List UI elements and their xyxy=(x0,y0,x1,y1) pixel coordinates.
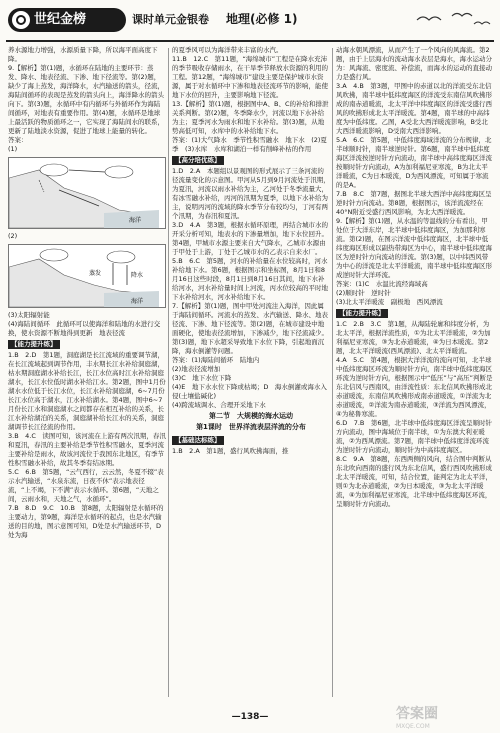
page-header xyxy=(0,0,500,44)
subject-title: 地理(必修 1) xyxy=(226,12,298,26)
answer-block: 9.【解析】第(1)题，从水温的等温线的分布看出，甲处位于大洋东岸，北半球中低纬度海区，为加那利寒流。第(2)题，在图示洋流中低纬度海区，北半球中低纬度海区形成以副热带海区为中心，南半球中低纬度海区为逆时针方向流动的洋流。第(3)题，以中纬西风带为中心的洋流是北太平洋暖流，南半球中低纬度海区形成逆时针大洋环流。 xyxy=(336,217,492,279)
answer-block: 3.A 4.B 第3题，甲图中的赤道以北的洋流受东北信风吹拂，南半球中低纬度海区的洋流受东南信风吹拂形成的南赤道暖流，北太平洋中纬度海区的洋流受盛行西风的吹拂形成北太平洋暖流。第4题，南半球的中高纬度为中低纬度。乙图，A受北大西洋暖流影响，B受北大西洋暖流影响，D受南大西洋影响。 xyxy=(336,82,492,135)
series-title: 课时单元金银卷 xyxy=(132,13,209,26)
precipitation-label: 降水 xyxy=(131,272,144,279)
column-right xyxy=(336,46,494,703)
birds-icon xyxy=(412,6,492,30)
section-heading: 【基础达标练】 xyxy=(172,436,224,445)
header-rule xyxy=(6,40,494,42)
answer-line: (3)太阳辐射能 xyxy=(8,311,50,319)
water-cycle-figure-2 xyxy=(8,244,166,308)
figure-label: (1) xyxy=(8,145,18,153)
answer-line: (4)海陆间循环 此循环可以使海洋和陆地的水进行交换，使水资源不断地得到更新 地表径流 xyxy=(8,320,161,337)
answer-block: 8.C 9.A 第8题，东西两侧的风向，结合图中判断从东北吹向西南的盛行风为东北信风，盛行西风吹拂形成北太平洋暖流，可知，结合位置，能判定为北太平洋，则①为北赤道暖流，②为日本暖流，③为北太平洋暖流，④为加利福尼亚寒流，北半球中低纬度海区环流，呈顺时针方向流动。 xyxy=(336,455,492,508)
brand-name: 世纪金榜 xyxy=(34,12,87,27)
answer-block: 答案：(1)C 水温比流经海域高 (2)顺时针 逆时针 (3)北太平洋暖流 副极地 西风漂流 xyxy=(336,280,443,306)
figure-label: (2) xyxy=(8,232,18,240)
column-middle xyxy=(172,46,330,703)
answer-block: 1.D 2.A 本题组以景观图的形式展示了三条河流的径流量变化的示意图。甲河从5月到9月河流处于汛期，为夏汛，河流以雨水补给为主，乙河处于冬季流量大，有冰雪融水补给，丙河的汛期为夏季，以地下水补给为主，说明丙河的流域的降水季节分布较均匀，丁河有两个汛期，为春汛和夏汛。 xyxy=(172,167,330,220)
page-number: —138— xyxy=(231,712,269,722)
answer-block: 5.C 6.B 第5题，“云气西行，云云然，冬夏不辍”表示水汽输送，“水泉东流，日夜不休”表示地表径流，“上不竭，下不满”表示水循环。第6题，“天地之间，云雨水和，天地之气，水循环”。 xyxy=(8,468,164,503)
answer-block: 3.B 4.C 读图可知，该河流在上游有两次汛期，春汛和夏汛，春汛的主要补给是季节性积雪融水，夏季河流主要补给是雨水，故该河流位于我国东北地区，有季节性积雪融水补给，故其冬季有结冰期。 xyxy=(8,432,166,467)
section-heading: 【高分培优练】 xyxy=(172,156,224,165)
watermark-logo xyxy=(396,703,492,729)
answer-block: 5.A 6.C 第5题，中低纬度海域洋流的分布规律，北半球顺时针，南半球逆时针。第6题，南半球中低纬度海区洋流按逆时针方向流动，南半球中高纬度海区洋流按顺时针方向流动，A为加利福尼亚寒流，B为北太平洋暖流，C为日本暖流，D为西风漂流，可知属于寒流的是A。 xyxy=(336,136,492,189)
answer-block: 1.C 2.B 3.C 第1题，从海陆轮廓和纬度分析，为北太平洋，根据洋流性质，①为北太平洋暖流，②为加利福尼亚寒流，③为北赤道暖流，④为日本暖流。第2题，北太平洋暖流(西风漂流)、北太平洋暖流。 xyxy=(336,320,491,355)
answer-block: 答案：(1)海陆间循环 陆地内 (2)地表径流增加 (3)C 地下水位下降 (4)E 地下水水位下降或枯竭；D 海水倒灌或海水入侵(土壤盐碱化) (4)跨流域调水、合理开采地下水 xyxy=(172,356,327,409)
column-divider xyxy=(332,48,333,697)
answer-q9: 9.【解析】第(1)题，水循环在陆地的主要环节：蒸发、降水、地表径流、下渗、地下径流等。第(2)题，缺少了海上蒸发，海洋降水，水汽输送的箭头，径流，海陆间循环的表现是蒸发的箭头向上，海洋降水的箭头向下。第(3)题，水循环中有内循环与外循环作为海陆间循环，对地表有重要作用。第(4)题，水循环是地球上最活跃的物质循环之一，它实现了海陆间水的联系，更新了陆地淡水资源，促进了地球上能量的转化。 xyxy=(8,64,164,135)
brand-logo-badge xyxy=(8,8,126,32)
answer-label: 答案： xyxy=(8,136,28,144)
column-divider xyxy=(168,48,169,697)
answer-block: 1.B 2.A 第1题，盛行风吹拂海面，推 xyxy=(172,447,289,455)
globe-icon xyxy=(12,11,30,29)
answer-block: 答案：(1)大气降水 季节性积雪融水 地下水 (2)夏季 (3)水库 水库和湖泊一样有削峰补枯的作用 xyxy=(172,136,327,153)
answer-block: 7.B 8.C 第7题，据图北半球大西洋中高纬度海区呈逆时针方向流动。第8题，根据图示，该洋流流经在40°N附近受盛行西风影响，为北大西洋暖流。 xyxy=(336,190,492,216)
answer-block: 7.B 8.D 9.C 10.B 第8题，太阳辐射是水循环的主要动力，第9题，海洋是水循环的起点，也是水汽输送的目的地，图示意图可知，D处是水汽输送环节，D处为海 xyxy=(8,504,164,539)
sea-label: 海洋 xyxy=(129,217,142,224)
section-heading: 【能力提升练】 xyxy=(336,309,388,318)
answer-block: 4.A 5.C 第4题，根据大洋洋流的流向可知，北半球中低纬度海区环流为顺时针方向，南半球中低纬度海区环流为逆时针方向，根据图示中“低压”与“高压”判断是东北信风与西南风，由洋流性质：东北信风吹拂形成北赤道暖流，东南信风吹拂形成南赤道暖流，①洋流为北赤道暖流，②洋流为南赤道暖流，③洋流为西风漂流，④为秘鲁寒流。 xyxy=(336,356,493,418)
lesson-title: 第1课时 世界洋流表层洋流的分布 xyxy=(196,423,306,431)
water-cycle-figure-1 xyxy=(8,157,166,229)
evaporation-label: 蒸发 xyxy=(89,270,102,277)
answer-block: 动海水朝风漂流，从而产生了一个风向的风海流。第2题，由于上层海水的流动海水表层是海水，海水运动分为：风海流、密度流、补偿流，而海水的运动的直接动力是盛行风。 xyxy=(336,46,492,81)
section-heading: 【能力提升练】 xyxy=(8,340,60,349)
watermark-text: 答案圈 xyxy=(396,706,438,722)
answer-block: 1.B 2.D 第1题，洞庭湖是长江流域的重要调节湖，在长江流域起到调节作用，丰水期长江水补给洞庭湖，枯水期洞庭湖水补给长江，长江水位高时江水补给洞庭湖水，长江水位低时湖水补给江水。第2题，图中1月份湖水水位低于长江水位，长江水补给洞庭湖，6~7月份长江水位高于湖水，江水补给湖水。第4题，图中6~7月份长江水和洞庭湖水之间都存在相互补给的关系，长江水补给湖泊的关系，洞庭湖补给长江水的关系，洞庭湖调节长江径流的作用。 xyxy=(8,351,166,431)
answer-block: 3.D 4.A 第3题，根据水循环原理，再结合城市水的开采分析可知，地表水的下渗量增加，地下水位回升。第4题，甲城市水源主要来自大气降水，乙城市水源由于甲处于上游，丁处于乙城市水的乙表示自来水厂。 xyxy=(172,221,328,256)
answer-block: 6.D 7.B 第6题，北半球中低纬度海区洋流呈顺时针方向流动，图中海域位于南半球，①为东澳大利亚暖流，②为西风漂流。第7题，南半球中低纬度洋流环流为逆时针方向流动，顺时针为中高纬度海区。 xyxy=(336,419,493,454)
answer-block: 7.【解析】第(1)题，图中甲处河流注入海洋，因此属于海陆间循环。河流水的蒸发、水汽输送、降水、地表径流、下渗、地下径流等。第(2)题，在城市建设中地面硬化，使地表径流增加，下渗减少，地下径流减少。第(3)题，地下水超采导致地下水位下降，引起地面沉降，海水倒灌等问题。 xyxy=(172,302,328,355)
answer-block: 5.B 6.C 第5题，河水的补给量在水位较高时，河水补给地下水。第6题，根据图示和坐标图，8月1日和8月16日这些时段，8月1日到8月16日其间，地下水补给河水，河水补给量时间上河流，丙水位较高的平时地下水补给河水，河水补给地下水。 xyxy=(172,257,328,301)
answer-block: 11.B 12.C 第11题，“海绵城市”工程是在降水充沛的季节吸收存储雨水，在干旱季节释放水资源的利用的工程。第12题，“海绵城市”建设主要是保护城市水资源，属于对水循环中下渗和地表径流环节的影响，能使地下水位的回升，主要影响地下径流。 xyxy=(172,55,328,99)
answer-block: 13.【解析】第(1)题，根据图中A、B、C的补给和排泄关系判断。第(2)题，冬季降水少，河流以地下水补给为主；夏季河水为雨水和地下水补给。第(3)题，从地势高低可知，水库中的水补给地下水。 xyxy=(172,100,329,135)
paragraph: 养水源地力增强，水源质量下降，所以海平面高度下降。 xyxy=(8,46,158,63)
column-left xyxy=(8,46,166,703)
sea-label: 海洋 xyxy=(131,298,144,305)
chapter-title: 第二节 大规模的海水运动 xyxy=(209,412,293,420)
answer-block: 的夏季风可以为海洋带来丰富的水汽。 xyxy=(172,46,283,54)
watermark-url: MXQE.COM xyxy=(396,723,430,730)
